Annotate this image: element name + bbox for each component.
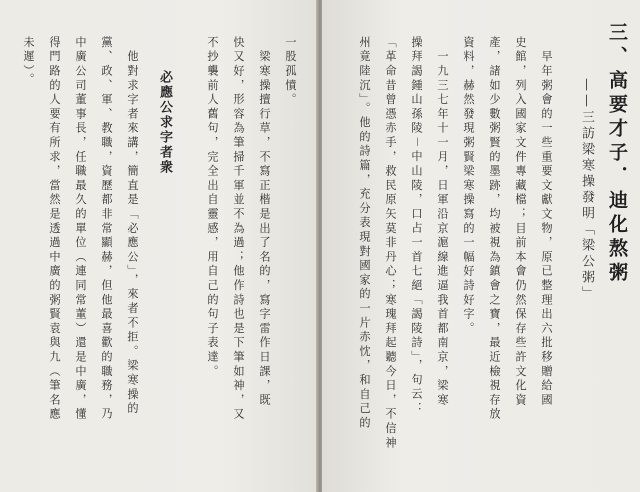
right-text-column-4: 資料，赫然發現粥賢梁寒操寫的一幅好詩好字。	[462, 36, 475, 337]
left-text-column-4: 不抄襲前人舊句，完全出自靈感，用自己的句子表達。	[206, 36, 219, 380]
left-text-column-2: 梁寒操擅行草，不寫正楷是出了名的，寫字雷作日課，既	[258, 36, 271, 408]
right-text-column-7: 「革命昔曾憑赤手，救民原矢莫非丹心；寒瑰拜起聽今日，不信神	[384, 36, 397, 451]
right-text-column-6: 操拜謁鍾山孫陵－中山陵，口占一首七絕「謁陵詩」，句云：	[410, 36, 423, 417]
chapter-subheading: ——三訪梁寒操發明「梁公粥」	[579, 78, 594, 302]
left-section-column-5: 未遲）。	[22, 36, 35, 88]
left-section-column-2: 黨、政、軍、教職，資歷都非常顯赫，但他最喜歡的職務，乃	[100, 36, 113, 423]
right-page	[322, 0, 640, 492]
left-section-column-4: 得門路的人要有所求，當然是透過中廣的粥賢袁與九（筆名應	[48, 36, 61, 423]
left-page	[0, 0, 318, 492]
left-section-column-1: 他對求字者來講，簡直是「必應公」，來者不拒。梁寒操的	[126, 36, 139, 417]
right-text-column-8: 州竟陸沉」。他的詩篇，充分表現對國家的一片赤忱，和自己的	[358, 36, 371, 431]
section-heading: 必應公求字者衆	[157, 70, 172, 175]
right-text-column-3: 產，諸如少數粥賢的墨跡，均被視為鎮會之寶，最近檢視存放	[488, 36, 501, 423]
left-text-column-1: 一股孤憤。	[284, 36, 297, 108]
chapter-heading: 三、高要才子．迪化熬粥	[606, 22, 628, 286]
right-text-column-2: 史館，列入國家文件專藏檔；目前本會仍然保存些許文化資	[514, 36, 527, 408]
right-text-column-1: 早年粥會的一些重要文獻文物，原已整理出六批移贈給國	[540, 36, 553, 408]
right-text-column-5: 一九三七年十一月，日軍沿京滬線進逼我首都南京，梁寒	[436, 36, 449, 408]
left-section-column-3: 中廣公司董事長，任職最久的單位（連同常董）還是中廣，懂	[74, 36, 87, 423]
left-text-column-3: 快又好，形容為筆掃千軍並不為過；他作詩也是下筆如神，又	[232, 36, 245, 423]
